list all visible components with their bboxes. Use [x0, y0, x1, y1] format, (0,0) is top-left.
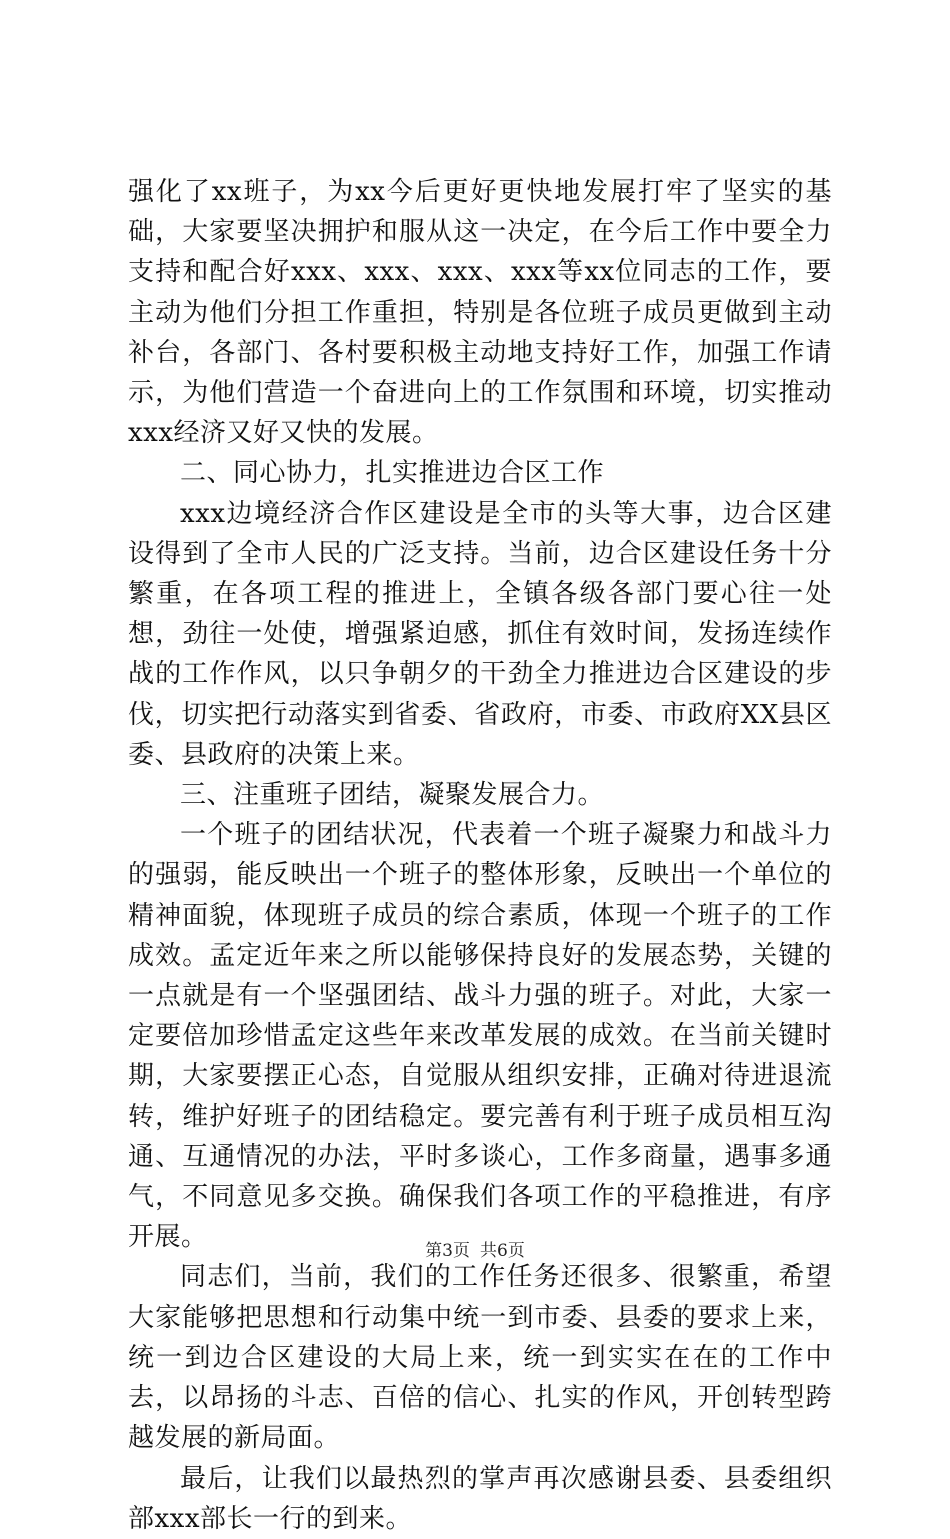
paragraph-comrades: 同志们，当前，我们的工作任务还很多、很繁重，希望大家能够把思想和行动集中统一到市委、县委的要求上来，统一到边合区建设的大局上来，统一到实实在在的工作中去，以昂扬的斗志、百倍的信心、扎实的作风，开创转型跨越发展的新局面。 — [128, 1262, 832, 1454]
document-body — [128, 172, 832, 1539]
paragraph-continued: 强化了xx班子，为xx今后更好更快地发展打牢了坚实的基础，大家要坚决拥护和服从这一决定，在今后工作中要全力支持和配合好xxx、xxx、xxx、xxx等xx位同志的工作，要主动为他们分担工作重担，特别是各位班子成员更做到主动补台，各部门、各村要积极主动地支持好工作，加强工作请示，为他们营造一个奋进向上的工作氛围和环境，切实推动xxx经济又好又快的发展。 — [128, 177, 832, 449]
paragraph-team-unity: 一个班子的团结状况，代表着一个班子凝聚力和战斗力的强弱，能反映出一个班子的整体形象，反映出一个单位的精神面貌，体现班子成员的综合素质，体现一个班子的工作成效。孟定近年来之所以能够保持良好的发展态势，关键的一点就是有一个坚强团结、战斗力强的班子。对此，大家一定要倍加珍惜孟定这些年来改革发展的成效。在当前关键时期，大家要摆正心态，自觉服从组织安排，正确对待进退流转，维护好班子的团结稳定。要完善有利于班子成员相互沟通、互通情况的办法，平时多谈心，工作多商量，遇事多通气，不同意见多交换。确保我们各项工作的平稳推进，有序开展。 — [128, 820, 832, 1253]
page-footer — [0, 1240, 950, 1262]
page-total: 共6页 — [480, 1241, 525, 1261]
paragraph-border-zone: xxx边境经济合作区建设是全市的头等大事，边合区建设得到了全市人民的广泛支持。当前，边合区建设任务十分繁重，在各项工程的推进上，全镇各级各部门要心往一处想，劲往一处使，增强紧迫感，抓住有效时间，发扬连续作战的工作作风，以只争朝夕的干劲全力推进边合区建设的步伐，切实把行动落实到省委、省政府，市委、市政府XX县区委、县政府的决策上来。 — [128, 498, 832, 770]
paragraph-closing: 最后，让我们以最热烈的掌声再次感谢县委、县委组织部xxx部长一行的到来。 — [128, 1463, 832, 1534]
section-heading-2: 二、同心协力，扎实推进边合区工作 — [180, 458, 605, 489]
page-number: 第3页 — [425, 1241, 470, 1261]
section-heading-3: 三、注重班子团结，凝聚发展合力。 — [180, 780, 605, 811]
